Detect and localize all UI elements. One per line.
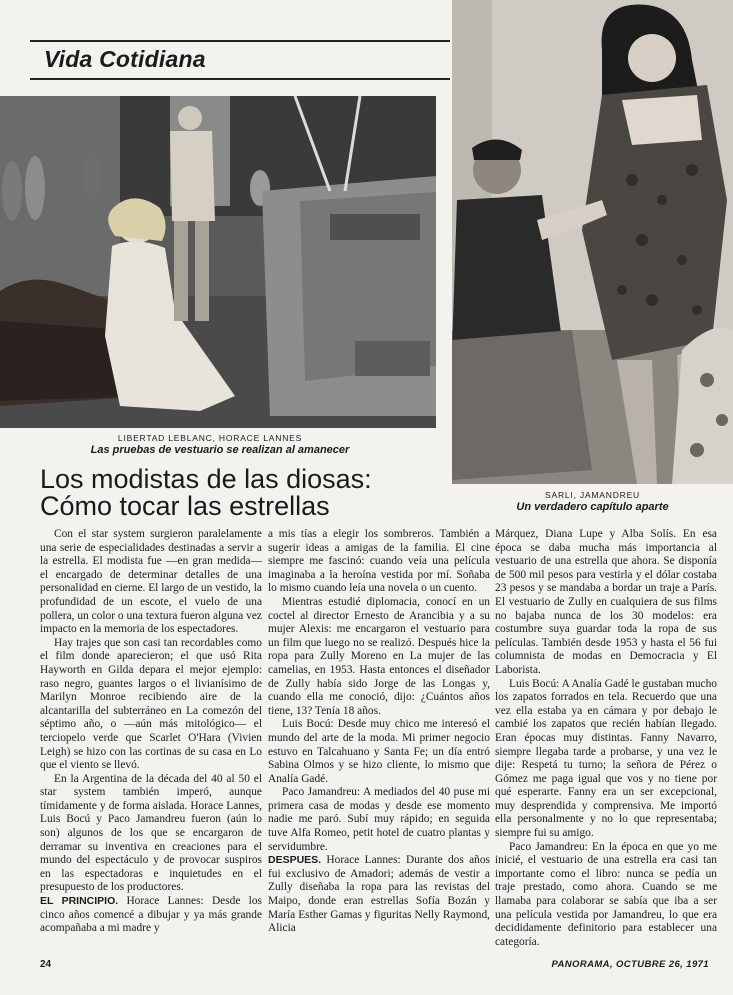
photo-right-names: SARLI, JAMANDREU (545, 490, 640, 500)
headline-line-2: Cómo tocar las estrellas (40, 491, 330, 521)
photo-right-caption: Un verdadero capítulo aparte (516, 501, 669, 513)
paragraph-text: Horace Lannes: Desde los cinco años comencé a dibujar y ya más grande acompañaba a mi madre y (40, 895, 262, 935)
paragraph: Paco Jamandreu: En la época en que yo me inicié, el vestuario de una estrella era casi tan importante como el libro: nunca se pedía un traje prestado, como ahora. Cuando se me llamaba para colaborar se sabía que iba a ser una película vestida por Jamandreu, lo que era decididamente definitorio para establecer una categoría. (495, 840, 717, 948)
section-title: Vida Cotidiana (44, 46, 206, 72)
article-column-1 (40, 528, 262, 936)
issue-line: PANORAMA, OCTUBRE 26, 1971 (551, 959, 709, 970)
article-column-2 (268, 528, 490, 936)
paragraph: Paco Jamandreu: A mediados del 40 puse mi primera casa de modas y desde ese momento nadie me paró. Subí muy rápido; en seguida tuve Alfa Romeo, petit hotel de cuatro plantas y servidumbre. (268, 786, 490, 853)
subhead-el-principio: EL PRINCIPIO. (40, 895, 119, 908)
subhead-despues: DESPUES. (268, 854, 322, 867)
section-header (30, 40, 450, 80)
paragraph: Hay trajes que son casi tan recordables como el film donde aparecieron; el que usó Rita Hayworth en Gilda depara el mejor ejemplo: raso negro, guantes largos o el livianísimo de Marilyn Monroe recibiendo aire de la alcantarilla del subterráneo en La comezón del séptimo año, o —aún más mitológico— el terciopelo verde que Scarlet O'Hara (Vivien Leigh) se hizo con las cortinas de su casa en Lo que el viento se llevó. (40, 636, 262, 772)
photo-left-names: LIBERTAD LEBLANC, HORACE LANNES (117, 433, 303, 443)
paragraph: Mientras estudié diplomacia, conocí en un coctel al director Ernesto de Arancibia y a su mujer Alexis: me encargaron el vestuario para un film que luego no se realizó. Después hice la ropa para Zully Moreno en La mujer de las camelias, en 1953. Hasta entonces el diseñador de Zully había sido Jorge de las Longas y, cuando ella me conoció, dijo: ¿Cuántos años tiene, 13? Tenía 18 años. (268, 595, 490, 717)
paragraph: Luis Bocú: A Analía Gadé le gustaban mucho los zapatos forrados en tela. Recuerdo que una vez ella estaba ya en cámara y por debajo le cambié los zapatos que recién habían llegado. Eran épocas muy distintas. Fanny Navarro, siempre llegaba tarde a probarse, y una vez le dije: Respetá tu turno; la señora de Pérez o Gómez me paga igual que vos y no tiene por qué esperarte. Fanny era un ser excepcional, muy desprendida y comprensiva. Me importó ella personalmente y no lo que representaba; siempre fui su amigo. (495, 677, 717, 840)
article-headline (40, 466, 460, 520)
photo-fitting-room-image (0, 96, 436, 428)
paragraph-text: Horace Lannes: Durante dos años fui exclusivo de Amadori; además de vestir a Zully diseñaba la ropa para las revistas del Maipo, donde eran estrellas Sofía Bozán y María Esther Gamas y figuritas Nelly Raymond, Alicia (268, 854, 490, 935)
paragraph: Con el star system surgieron paralelamente una serie de especialidades destinadas a servir a la estrella. El modista fue —en gran medida— el encargado de determinar detalles de una personalidad en cierne. El largo de un vestido, la profundidad de un escote, el vuelo de una pollera, un color o una textura fueron alguna vez impacto en la memoria de los espectadores. (40, 528, 262, 636)
page-number: 24 (40, 959, 52, 970)
photo-sarli-jamandreu (452, 0, 733, 484)
photo-fitting-room (0, 96, 436, 428)
paragraph: Márquez, Diana Lupe y Alba Solís. En esa época se daba mucha más importancia al vestuario de una estrella que ahora. Se disponía de 500 mil pesos para vestirla y el dólar costaba 23 pesos y se mandaba a bordar un traje a París. El vestuario de Zully en cualquiera de sus films no bajaba nunca de los 30 modelos: era costumbre suya guardar toda la ropa de sus películas. También desde 1953 y hasta el 56 fui columnista de modas en Democracia y El Laborista. (495, 528, 717, 676)
photo-sarli-jamandreu-image (452, 0, 733, 484)
paragraph: a mis tías a elegir los sombreros. También a sugerir ideas a amigas de la familia. El cine siempre me fascinó: cuando veía una película imaginaba a la heroína vestida por mí. Soñaba lo mismo cuando leía una novela o un cuento. (268, 528, 490, 595)
article-column-3 (495, 528, 717, 949)
paragraph: En la Argentina de la década del 40 al 50 el star system también imperó, aunque tímidamente y de forma aislada. Horace Lannes, Luis Bocú y Paco Jamandreu fueron (aún lo son) algunos de los que se encargaron de derramar su inventiva en creaciones para el mundo del espectáculo y de provocar suspiros en las espectadoras e inquietudes en el presupuesto de los productores. (40, 772, 262, 894)
paragraph-el-principio (40, 895, 262, 936)
headline-line-1: Los modistas de las diosas: (40, 464, 372, 494)
photo-left-caption: Las pruebas de vestuario se realizan al amanecer (90, 444, 350, 456)
paragraph-despues (268, 854, 490, 936)
paragraph: Luis Bocú: Desde muy chico me interesó el mundo del arte de la moda. Mi primer negocio estuvo en Talcahuano y Santa Fe; un día entró Sabina Olmos y se hizo cliente, lo mismo que Analía Gadé. (268, 718, 490, 785)
